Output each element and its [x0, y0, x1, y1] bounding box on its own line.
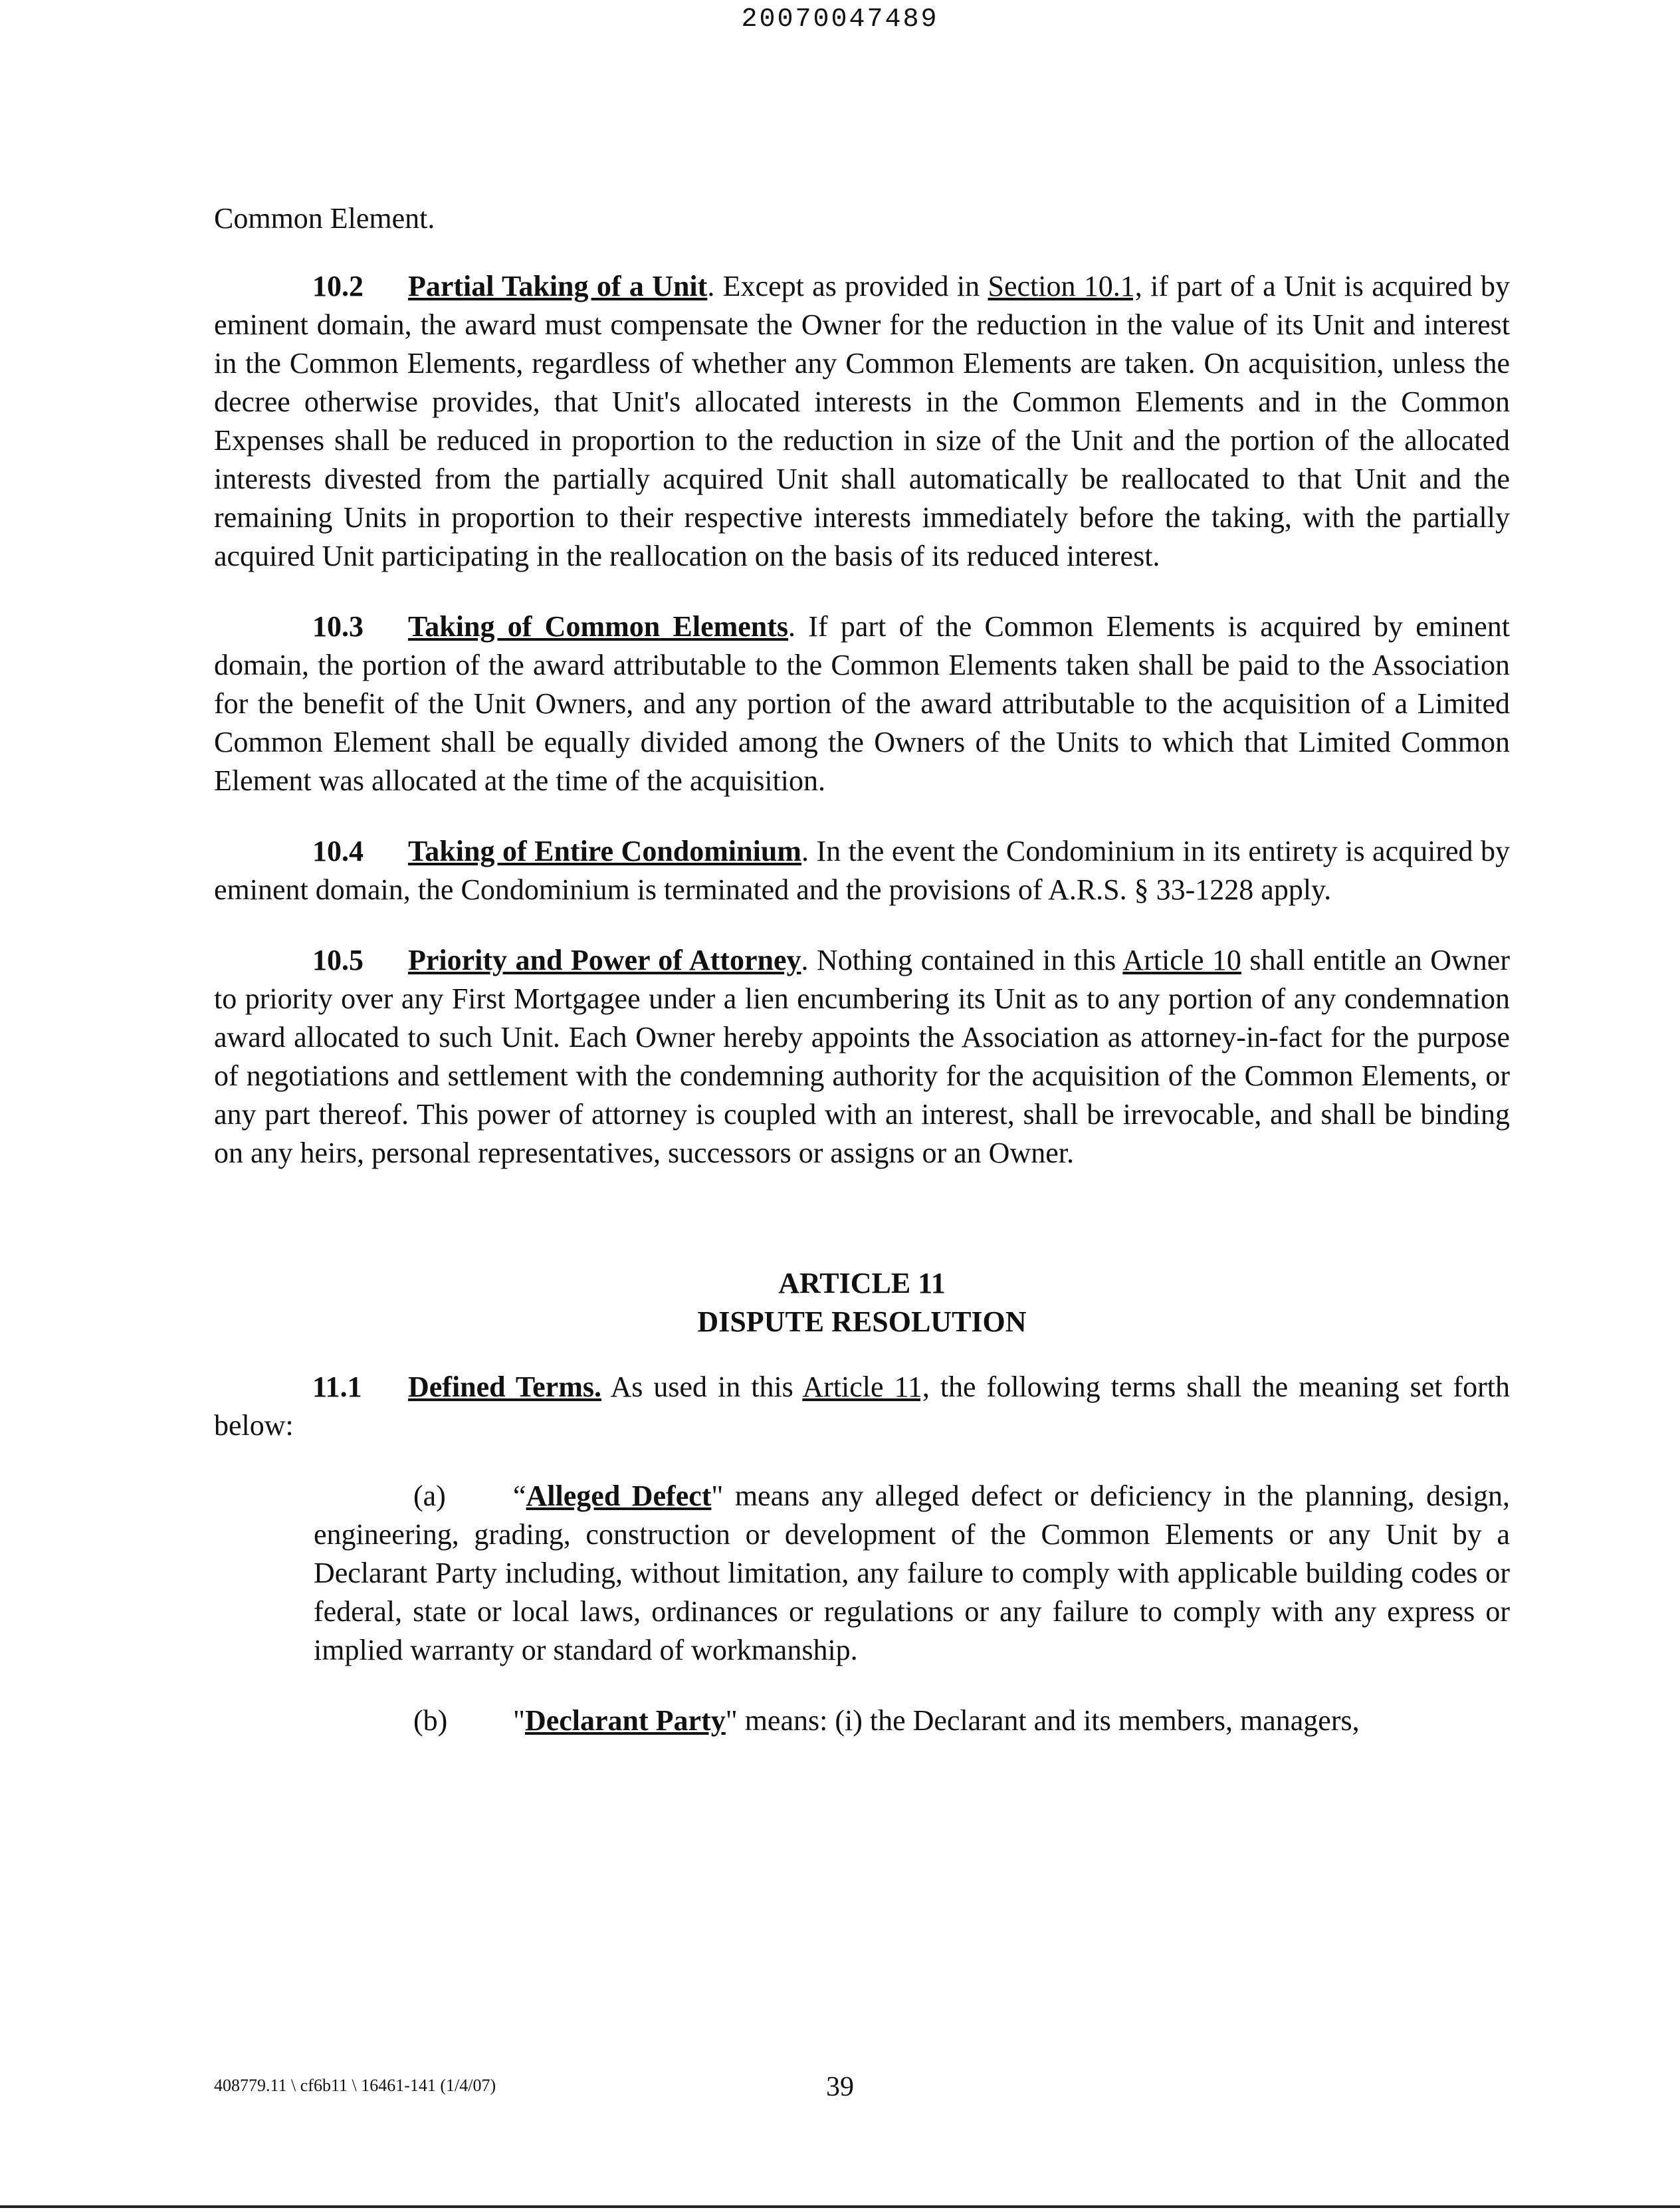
- section-text: the following terms shall the meaning set forth below:: [214, 1371, 1510, 1442]
- section-10-3: [214, 608, 1510, 800]
- quote-mark: “: [513, 1480, 526, 1512]
- section-title: Taking of Entire Condominium: [408, 835, 801, 867]
- section-number: 10.5: [312, 944, 364, 976]
- section-10-4: [214, 832, 1510, 909]
- defined-term: Alleged Defect: [526, 1480, 712, 1512]
- cross-reference: Article 11,: [802, 1371, 930, 1403]
- section-text: As used in this: [601, 1371, 803, 1403]
- section-number: 10.4: [312, 835, 364, 867]
- section-number: 10.2: [312, 270, 364, 302]
- section-title: Priority and Power of Attorney: [408, 944, 801, 976]
- section-text: . Nothing contained in this: [801, 944, 1123, 976]
- footer-reference: 408779.11 \ cf6b11 \ 16461-141 (1/4/07): [214, 2076, 496, 2095]
- section-text: . If part of the Common Elements is acquired by eminent domain, the portion of the award attributable to the Common Elements taken shall be paid to the Association for the benefit of the Unit Owners, and any portion of the award attributable to the acquisition of a Limited Common Element shall be equally divided among the Owners of the Units to which that Limited Common Element was allocated at the time of the acquisition.: [214, 610, 1510, 797]
- continuation-text: Common Element.: [214, 202, 435, 235]
- definition-text: " means: (i) the Declarant and its members, managers,: [725, 1704, 1360, 1737]
- section-title: Defined Terms.: [408, 1371, 601, 1403]
- item-label: (a): [413, 1480, 446, 1512]
- definition-declarant-party: [314, 1702, 1510, 1740]
- section-title: Partial Taking of a Unit: [408, 270, 708, 302]
- article-number: ARTICLE 11: [778, 1267, 946, 1299]
- document-number: 20070047489: [741, 5, 939, 35]
- cross-reference: Article 10: [1122, 944, 1241, 976]
- page-number: 39: [826, 2072, 854, 2102]
- bottom-rule: [0, 2205, 1680, 2208]
- article-title: DISPUTE RESOLUTION: [697, 1305, 1027, 1338]
- page-body: [214, 199, 1510, 1772]
- section-10-2: [214, 267, 1510, 576]
- section-text: . In the event the Condominium in its entirety is acquired by eminent domain, the Condominium is terminated and the provisions of A.R.S. § 33-1228 apply.: [214, 835, 1511, 906]
- section-text: shall entitle an Owner to priority over any First Mortgagee under a lien encumbering its Unit as to any portion of any condemnation award allocated to such Unit. Each Owner hereby appoints the Association as attorney-in-fact for the purpose of negotiations and settlement with the condemning authority for the acquisition of the Common Elements, or any part thereof. This power of attorney is coupled with an interest, shall be irrevocable, and shall be binding on any heirs, personal representatives, successors or assigns or an Owner.: [214, 944, 1510, 1169]
- defined-term: Declarant Party: [524, 1704, 726, 1737]
- cross-reference: Section 10.1,: [988, 270, 1142, 302]
- section-title: Taking of Common Elements: [408, 610, 789, 643]
- article-heading: [214, 1264, 1510, 1341]
- definition-alleged-defect: [314, 1477, 1510, 1670]
- section-11-1: [214, 1368, 1510, 1445]
- section-10-5: [214, 941, 1510, 1172]
- definition-text: " means any alleged defect or deficiency in the planning, design, engineering, grading, construction or development of the Common Elements or any Unit by a Declarant Party including, without limitation, any failure to comply with applicable building codes or federal, state or local laws, ordinances or regulations or any failure to comply with any express or implied warranty or standard of workmanship.: [314, 1480, 1510, 1666]
- item-label: (b): [413, 1704, 448, 1737]
- section-text: if part of a Unit is acquired by eminent domain, the award must compensate the Owner for the reduction in the value of its Unit and interest in the Common Elements, regardless of whether any Common Elements are taken. On acquisition, unless the decree otherwise provides, that Unit's allocated interests in the Common Elements and in the Common Expenses shall be reduced in proportion to the reduction in size of the Unit and the portion of the allocated interests divested from the partially acquired Unit shall automatically be reallocated to that Unit and the remaining Units in proportion to their respective interests immediately before the taking, with the partially acquired Unit participating in the reallocation on the basis of its reduced interest.: [214, 270, 1511, 572]
- section-number: 10.3: [312, 610, 364, 643]
- section-text: . Except as provided in: [707, 270, 988, 302]
- quote-mark: ": [513, 1704, 525, 1737]
- section-number: 11.1: [312, 1371, 362, 1403]
